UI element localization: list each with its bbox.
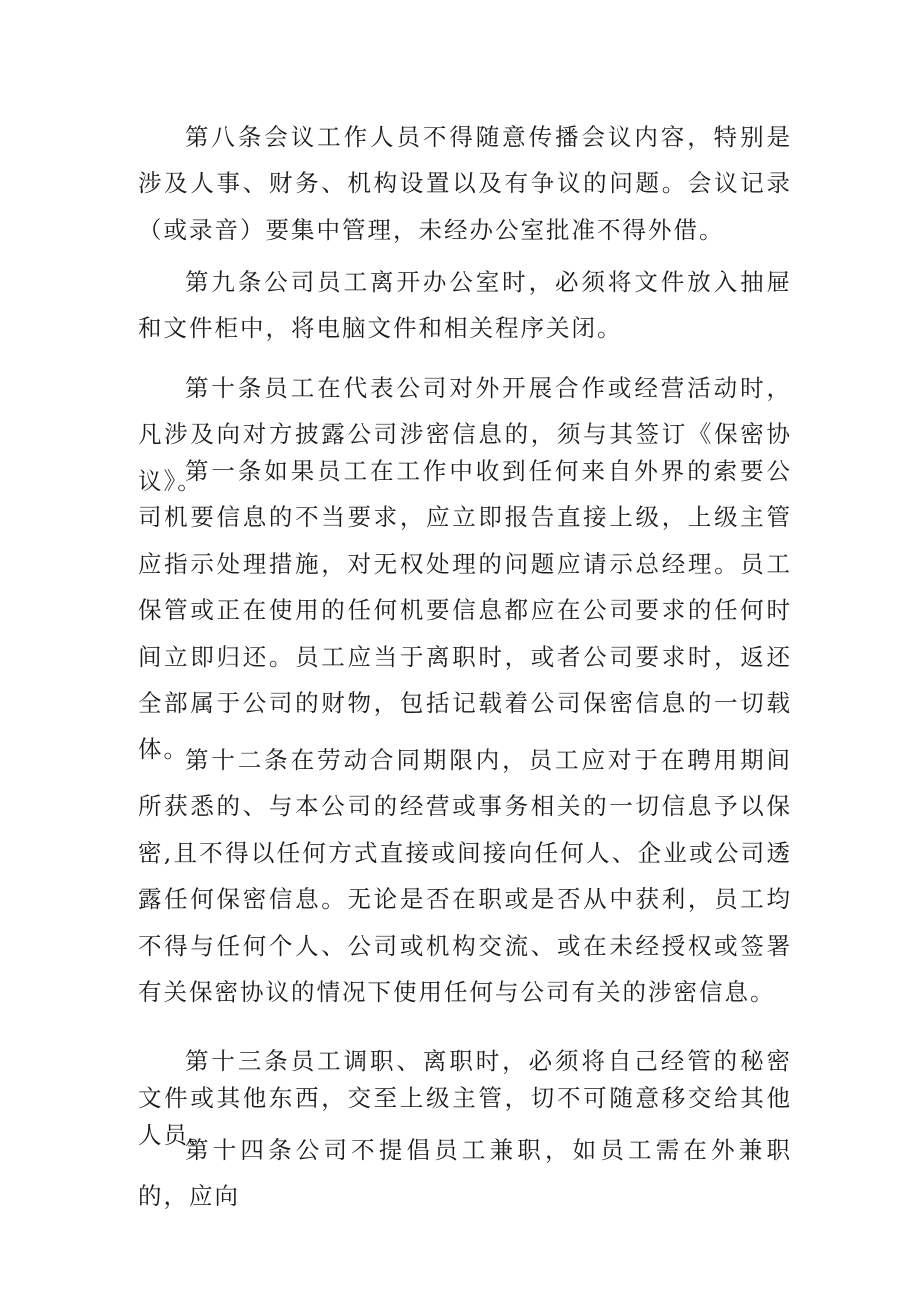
article-12-paragraph: 第十二条在劳动合同期限内，员工应对于在聘用期间所获悉的、与本公司的经营或事务相关的一切信息予以保密,且不得以任何方式直接或间接向任何人、企业或公司透露任何保密信息。无论是否在职或是否从中获利，员工均不得与任何个人、公司或机构交流、或在未经授权或签署有关保密协议的情况下使用任何与公司有关的涉密信息。 bbox=[138, 746, 792, 1007]
article-9-paragraph: 第九条公司员工离开办公室时，必须将文件放入抽屉和文件柜中，将电脑文件和相关程序关闭。 bbox=[138, 268, 792, 343]
article-8-paragraph: 第八条会议工作人员不得随意传播会议内容，特别是涉及人事、财务、机构设置以及有争议的问题。会议记录（或录音）要集中管理，未经办公室批准不得外借。 bbox=[138, 123, 792, 244]
article-14-paragraph: 第十四条公司不提倡员工兼职，如员工需在外兼职的，应向 bbox=[138, 1136, 792, 1211]
article-11-paragraph: 第一条如果员工在工作中收到任何来自外界的索要公司机要信息的不当要求，应立即报告直接上级，上级主管应指示处理措施，对无权处理的问题应请示总经理。员工保管或正在使用的任何机要信息都应在公司要求的任何时间立即归还。员工应当于离职时，或者公司要求时，返还全部属于公司的财物，包括记载着公司保密信息的一切载体。 bbox=[138, 457, 792, 764]
article-10-paragraph: 第十条员工在代表公司对外开展合作或经营活动时，凡涉及向对方披露公司涉密信息的，须与其签订《保密协议》。 bbox=[138, 374, 792, 495]
article-13-paragraph: 第十三条员工调职、离职时，必须将自己经管的秘密文件或其他东西，交至上级主管，切不可随意移交给其他人员。 bbox=[138, 1047, 792, 1149]
